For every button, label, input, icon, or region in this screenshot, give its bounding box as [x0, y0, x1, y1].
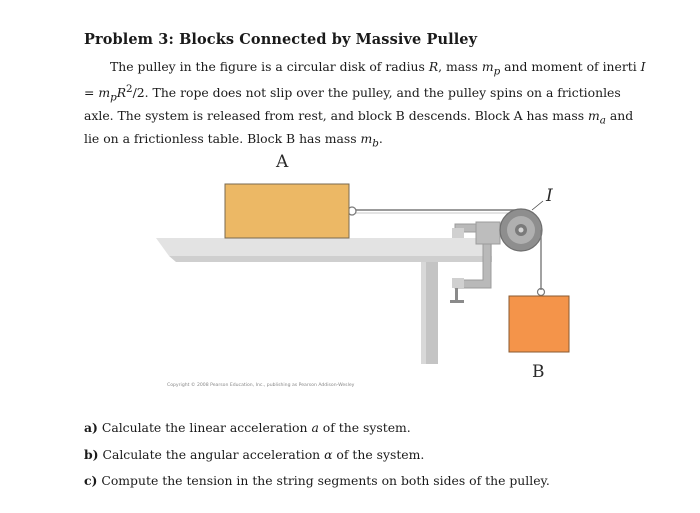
table-top [156, 238, 492, 256]
label-moment-i: I [546, 186, 553, 206]
block-b [509, 296, 569, 352]
pulley-disk [500, 209, 542, 251]
question-b: b) Calculate the angular acceleration α of the system. [84, 446, 425, 462]
figure-copyright: Copyright © 2008 Pearson Education, Inc., publishing as Pearson Addison-Wesley [167, 383, 355, 388]
question-list [84, 415, 644, 495]
moment-pointer [532, 201, 543, 210]
label-b: B [532, 362, 545, 382]
intro-paragraph: The pulley in the figure is a circular disk of radius R, mass $m_p$ and moment of inerti $I = m_pR^2/2$. The rope does not slip over the pulley, and the pulley spins on a frictionles axle. The system is released from rest, and block B descends. Block A has mass $m_a$ and lie on a frictionless table. Block B has mass $m_b$. [84, 59, 646, 149]
label-a: A [276, 152, 289, 172]
pulley-clamp [450, 222, 500, 303]
problem-title: Problem 3: Blocks Connected by Massive Pulley [84, 31, 478, 48]
question-a: a) Calculate the linear acceleration a of the system. [84, 420, 411, 435]
block-a [225, 184, 349, 238]
question-c: c) Compute the tension in the string segments on both sides of the pulley. [84, 473, 550, 488]
